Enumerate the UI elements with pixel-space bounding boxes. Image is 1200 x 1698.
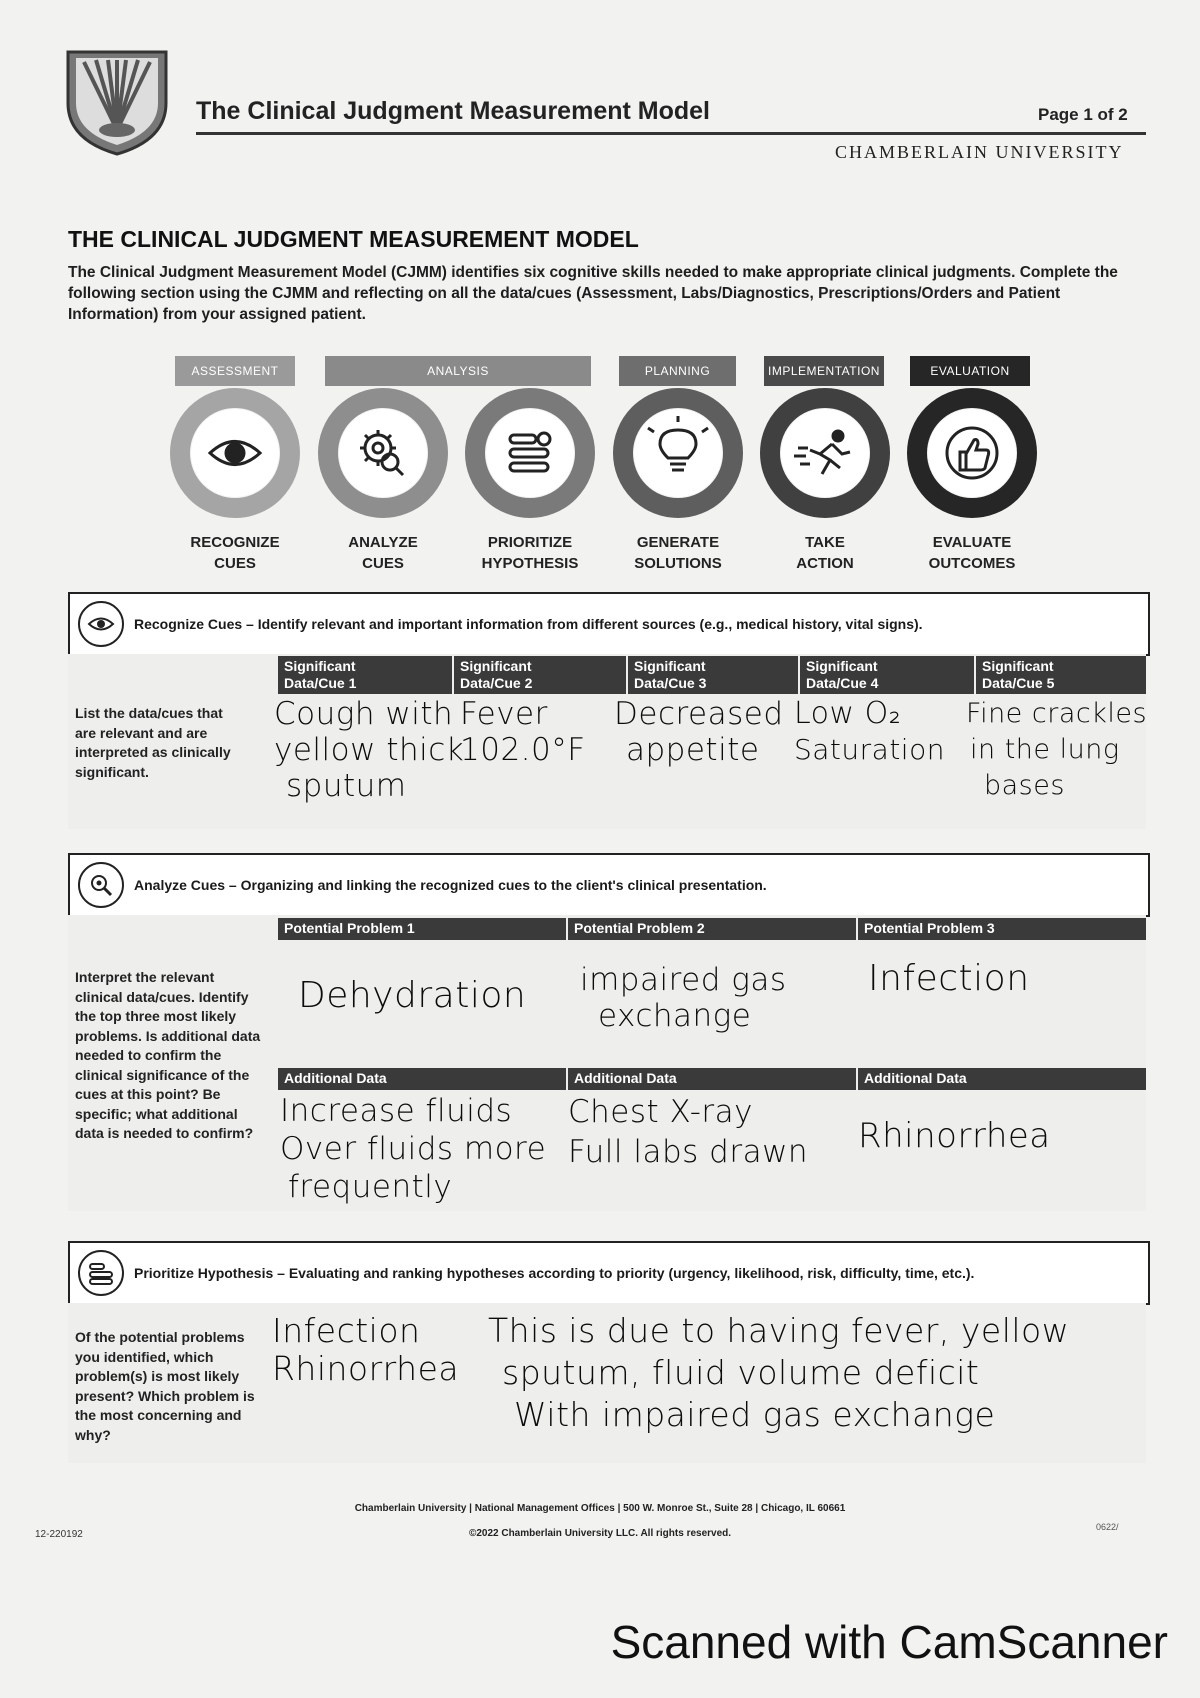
step-recognize-cues: RECOGNIZE CUES: [190, 534, 280, 572]
recognize-cues-prompt: List the data/cues that are relevant and are interpreted as clinically significant.: [75, 705, 231, 780]
header-title: The Clinical Judgment Measurement Model: [196, 97, 710, 125]
main-heading: THE CLINICAL JUDGMENT MEASUREMENT MODEL: [68, 226, 639, 252]
cjmm-cycle-diagram: [170, 388, 1050, 528]
additional-data-3-answer[interactable]: Rhinorrhea: [858, 1116, 1051, 1156]
camscanner-watermark: Scanned with CamScanner: [610, 1616, 1168, 1668]
phase-implementation: IMPLEMENTATION: [764, 356, 884, 386]
analyze-cues-prompt: Interpret the relevant clinical data/cues. Identify the top three most likely problems. Is additional data needed to confirm the clinical significance of the cues at this point? Be specific; what additional data is needed to confirm?: [75, 969, 261, 1141]
cue-4-header: Significant Data/Cue 4: [798, 656, 974, 694]
cue-2-answer[interactable]: Fever 102.0°F: [460, 696, 586, 768]
additional-data-3-header: Additional Data: [856, 1068, 1146, 1090]
prioritize-answer-problems[interactable]: Infection Rhinorrhea: [272, 1311, 460, 1388]
step-prioritize-hypothesis: PRIORITIZE HYPOTHESIS: [481, 534, 579, 572]
prioritize-hypothesis-description: – Evaluating and ranking hypotheses according to priority (urgency, likelihood, risk, difficulty, time, etc.).: [273, 1265, 975, 1281]
problem-3-header: Potential Problem 3: [856, 918, 1146, 940]
page-indicator: Page 1 of 2: [1038, 105, 1128, 124]
prioritize-answer-rationale[interactable]: This is due to having fever, yellow sputum, fluid volume deficit With impaired gas exchange: [488, 1311, 1070, 1434]
header-rule: [196, 132, 1146, 135]
cue-1-answer[interactable]: Cough with yellow thick sputum: [274, 696, 465, 804]
analyze-cues-title: Analyze Cues: [134, 877, 226, 893]
document-code-right: 0622/: [1096, 1522, 1119, 1532]
phase-planning: PLANNING: [619, 356, 736, 386]
analyze-cues-header: [68, 853, 1150, 917]
gear-magnifier-icon: [78, 862, 124, 908]
recognize-cues-title: Recognize Cues: [134, 616, 243, 632]
problem-2-header: Potential Problem 2: [566, 918, 856, 940]
cue-2-header: Significant Data/Cue 2: [452, 656, 626, 694]
step-evaluate-outcomes: EVALUATE OUTCOMES: [928, 534, 1016, 572]
cue-5-answer[interactable]: Fine crackles in the lung bases: [966, 698, 1148, 801]
problem-3-answer[interactable]: Infection: [868, 958, 1030, 999]
problem-1-answer[interactable]: Dehydration: [298, 975, 527, 1016]
analyze-cues-description: – Organizing and linking the recognized cues to the client's clinical presentation.: [225, 877, 767, 893]
problem-1-header: Potential Problem 1: [276, 918, 566, 940]
step-take-action: TAKE ACTION: [796, 534, 854, 572]
cue-3-answer[interactable]: Decreased appetite: [614, 696, 784, 768]
additional-data-1-header: Additional Data: [276, 1068, 566, 1090]
additional-data-2-header: Additional Data: [566, 1068, 856, 1090]
intro-text: The Clinical Judgment Measurement Model (CJMM) identifies six cognitive skills needed to make appropriate clinical judgments. Complete the following section using the CJMM and reflecting on all the data/cues (Assessment, Labs/Diagnostics, Prescriptions/Orders and Patient Information) from your assigned patient.: [68, 264, 1118, 323]
phase-analysis: ANALYSIS: [325, 356, 591, 386]
cue-3-header: Significant Data/Cue 3: [626, 656, 798, 694]
step-generate-solutions: GENERATE SOLUTIONS: [634, 534, 722, 572]
cue-5-header: Significant Data/Cue 5: [974, 656, 1146, 694]
university-shield-logo: [62, 48, 172, 158]
eye-icon: [78, 601, 124, 647]
step-analyze-cues: ANALYZE CUES: [348, 534, 418, 572]
prioritize-hypothesis-prompt: Of the potential problems you identified, which problem(s) is most likely present? Which problem is the most concerning and why?: [75, 1329, 255, 1443]
document-code-left: 12-220192: [35, 1529, 83, 1540]
footer-address: Chamberlain University | National Management Offices | 500 W. Monroe St., Suite 28 | Chicago, IL 60661: [354, 1503, 846, 1514]
cue-1-header: Significant Data/Cue 1: [276, 656, 452, 694]
problem-2-answer[interactable]: impaired gas exchange: [580, 962, 787, 1034]
university-name: CHAMBERLAIN UNIVERSITY: [835, 142, 1124, 162]
phase-assessment: ASSESSMENT: [175, 356, 295, 386]
prioritize-hypothesis-title: Prioritize Hypothesis: [134, 1265, 274, 1281]
additional-data-1-answer[interactable]: Increase fluids Over fluids more frequently: [280, 1093, 547, 1205]
prioritize-hypothesis-header: [68, 1241, 1150, 1305]
additional-data-2-answer[interactable]: Chest X-ray Full labs drawn: [568, 1094, 809, 1170]
recognize-cues-header: [68, 592, 1150, 656]
recognize-cues-description: – Identify relevant and important information from different sources (e.g., medical history, vital signs).: [242, 616, 923, 632]
phase-evaluation: EVALUATION: [910, 356, 1030, 386]
list-icon: [78, 1250, 124, 1296]
footer-copyright: ©2022 Chamberlain University LLC. All rights reserved.: [468, 1528, 732, 1539]
cue-4-answer[interactable]: Low O₂ Saturation: [794, 696, 945, 766]
